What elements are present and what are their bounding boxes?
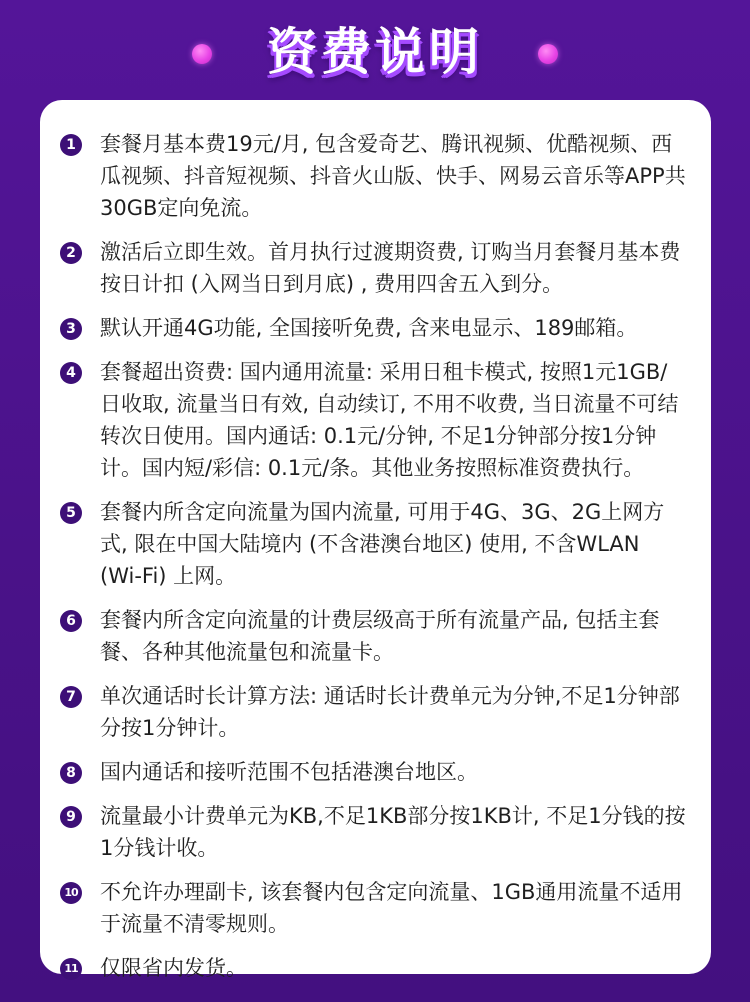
page-title: 资费说明: [267, 23, 483, 81]
item-number-badge: 4: [60, 362, 82, 384]
item-number-badge: 6: [60, 610, 82, 632]
item-text: 不允许办理副卡, 该套餐内包含定向流量、1GB通用流量不适用于流量不清零规则。: [100, 880, 683, 936]
item-number-badge: 10: [60, 882, 82, 904]
list-item: [60, 128, 687, 224]
item-number-badge: 11: [60, 958, 82, 980]
list-item: [60, 356, 687, 484]
list-item: [60, 680, 687, 744]
item-number-badge: 8: [60, 762, 82, 784]
item-number-badge: 9: [60, 806, 82, 828]
item-number-badge: 3: [60, 318, 82, 340]
list-item: [60, 312, 687, 344]
tariff-list: [60, 128, 687, 984]
list-item: [60, 756, 687, 788]
item-number-badge: 5: [60, 502, 82, 524]
item-text: 国内通话和接听范围不包括港澳台地区。: [100, 760, 478, 784]
item-number-badge: 2: [60, 242, 82, 264]
list-item: [60, 236, 687, 300]
list-item: [60, 952, 687, 984]
decorative-dot-right: [538, 44, 558, 64]
item-text: 单次通话时长计算方法: 通话时长计费单元为分钟,不足1分钟部分按1分钟计。: [100, 684, 680, 740]
tariff-card: [40, 100, 711, 980]
item-text: 套餐内所含定向流量为国内流量, 可用于4G、3G、2G上网方式, 限在中国大陆境内 (不含港澳台地区) 使用, 不含WLAN (Wi-Fi) 上网。: [100, 500, 665, 588]
header: [0, 0, 750, 100]
list-item: [60, 800, 687, 864]
item-text: 默认开通4G功能, 全国接听免费, 含来电显示、189邮箱。: [100, 316, 638, 340]
item-number-badge: 7: [60, 686, 82, 708]
item-text: 套餐超出资费: 国内通用流量: 采用日租卡模式, 按照1元1GB/日收取, 流量当日有效, 自动续订, 不用不收费, 当日流量不可结转次日使用。国内通话: 0.1元/分钟, 不足1分钟部分按1分钟计。国内短/彩信: 0.1元/条。其他业务按照标准资费执行。: [100, 360, 679, 480]
list-item: [60, 604, 687, 668]
item-text: 仅限省内发货。: [100, 956, 247, 980]
item-text: 激活后立即生效。首月执行过渡期资费, 订购当月套餐月基本费按日计扣 (入网当日到月底) , 费用四舍五入到分。: [100, 240, 681, 296]
list-item: [60, 496, 687, 592]
list-item: [60, 876, 687, 940]
item-text: 流量最小计费单元为KB,不足1KB部分按1KB计, 不足1分钱的按1分钱计收。: [100, 804, 686, 860]
item-text: 套餐内所含定向流量的计费层级高于所有流量产品, 包括主套餐、各种其他流量包和流量卡。: [100, 608, 660, 664]
item-text: 套餐月基本费19元/月, 包含爱奇艺、腾讯视频、优酷视频、西瓜视频、抖音短视频、抖音火山版、快手、网易云音乐等APP共30GB定向免流。: [100, 132, 686, 220]
item-number-badge: 1: [60, 134, 82, 156]
